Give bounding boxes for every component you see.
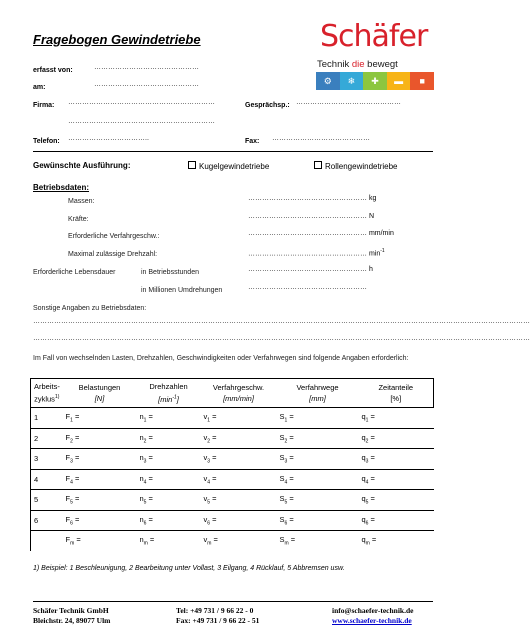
stunden-field[interactable]: …………………………………………… h bbox=[248, 266, 373, 273]
logo-wordmark: Schäfer bbox=[320, 19, 428, 54]
am-field[interactable]: ……………………………………… bbox=[94, 81, 199, 88]
checkbox-rollen[interactable] bbox=[314, 161, 322, 169]
option-kugel[interactable]: Kugelgewindetriebe bbox=[188, 161, 269, 171]
footer-online bbox=[332, 606, 413, 626]
umdrehungen-label: in Millionen Umdrehungen bbox=[141, 287, 223, 294]
col-drehzahlen: Drehzahlen $[\min^{-1}]$ bbox=[137, 379, 201, 408]
erfasst-field[interactable]: ……………………………………… bbox=[94, 64, 199, 71]
gespraech-field[interactable]: ……………………………………… bbox=[296, 99, 401, 106]
firma-field-2[interactable]: ……………………………………………………… bbox=[68, 118, 215, 125]
table-row bbox=[31, 449, 434, 470]
col-zeitanteile: Zeitanteile [%] bbox=[359, 379, 434, 408]
stunden-label: in Betriebsstunden bbox=[141, 269, 199, 276]
row-number: 6 bbox=[31, 510, 63, 531]
row-cell[interactable]: $n_4$ = bbox=[137, 469, 201, 490]
row-cell[interactable]: $F_6$ = bbox=[63, 510, 137, 531]
row-cell[interactable]: $S_3$ = bbox=[277, 449, 359, 470]
row-cell[interactable]: $F_m$ = bbox=[63, 531, 137, 551]
am-label: am: bbox=[33, 84, 46, 91]
firma-label: Firma: bbox=[33, 102, 55, 109]
firma-field[interactable]: ……………………………………………………… bbox=[68, 99, 215, 106]
table-row bbox=[31, 531, 434, 551]
checkbox-kugel[interactable] bbox=[188, 161, 196, 169]
footer-divider bbox=[33, 601, 433, 602]
sonstige-label: Sonstige Angaben zu Betriebsdaten: bbox=[33, 305, 147, 312]
table-intro: Im Fall von wechselnden Lasten, Drehzahlen, Geschwindigkeiten oder Verfahrwegen sind folgende Angaben erforderlich: bbox=[33, 355, 409, 362]
row-cell[interactable]: $n_2$ = bbox=[137, 428, 201, 449]
col-belastungen: Belastungen [N] bbox=[63, 379, 137, 408]
row-cell[interactable]: $S_2$ = bbox=[277, 428, 359, 449]
row-number: 3 bbox=[31, 449, 63, 470]
row-cell[interactable]: $v_2$ = bbox=[201, 428, 277, 449]
col-verfahrwege: Verfahrwege [mm] bbox=[277, 379, 359, 408]
massen-label: Massen: bbox=[68, 198, 95, 205]
gear-icon: ⚙ bbox=[316, 72, 340, 90]
row-cell[interactable]: $n_5$ = bbox=[137, 490, 201, 511]
table-row bbox=[31, 510, 434, 531]
umdrehungen-field[interactable]: …………………………………………… bbox=[248, 284, 367, 291]
verfahrgeschw-label: Erforderliche Verfahrgeschw.: bbox=[68, 233, 160, 240]
snowflake-icon: ❄ bbox=[340, 72, 364, 90]
massen-field[interactable]: …………………………………………… kg bbox=[248, 195, 377, 202]
row-cell[interactable]: $F_4$ = bbox=[63, 469, 137, 490]
row-cell[interactable]: $q_m$ = bbox=[359, 531, 434, 551]
row-cell[interactable]: $S_6$ = bbox=[277, 510, 359, 531]
telefon-label: Telefon: bbox=[33, 138, 60, 145]
row-cell[interactable]: $v_3$ = bbox=[201, 449, 277, 470]
row-number: 5 bbox=[31, 490, 63, 511]
kraefte-field[interactable]: …………………………………………… N bbox=[248, 213, 375, 220]
footer-contact: Tel: +49 731 / 9 66 22 - 0 Fax: +49 731 / 9 66 22 - 51 bbox=[176, 606, 260, 625]
gespraech-label: Gesprächsp.: bbox=[245, 102, 290, 109]
table-row bbox=[31, 408, 434, 429]
row-cell[interactable]: $F_5$ = bbox=[63, 490, 137, 511]
drehzahl-field[interactable]: …………………………………………… $\min^{-1}$ bbox=[248, 248, 385, 258]
row-cell[interactable]: $v_6$ = bbox=[201, 510, 277, 531]
row-cell[interactable]: $v_1$ = bbox=[201, 408, 277, 429]
company-logo bbox=[316, 19, 434, 101]
row-cell[interactable]: $F_1$ = bbox=[63, 408, 137, 429]
row-cell[interactable]: $F_2$ = bbox=[63, 428, 137, 449]
row-cell[interactable]: $q_2$ = bbox=[359, 428, 434, 449]
row-cell[interactable]: $q_4$ = bbox=[359, 469, 434, 490]
cycle-table bbox=[30, 378, 434, 551]
page-title: Fragebogen Gewindetriebe bbox=[33, 32, 201, 47]
verfahrgeschw-field[interactable]: …………………………………………… mm/min bbox=[248, 230, 394, 237]
footer-email[interactable]: info@schaefer-technik.de bbox=[332, 606, 414, 615]
col-zyklus: Arbeits- zyklus$^{1)}$ bbox=[31, 379, 63, 408]
row-cell[interactable]: $n_3$ = bbox=[137, 449, 201, 470]
row-cell[interactable]: $q_3$ = bbox=[359, 449, 434, 470]
telefon-field[interactable]: …………………………….. bbox=[68, 135, 149, 142]
row-cell[interactable]: $S_1$ = bbox=[277, 408, 359, 429]
row-cell[interactable]: $S_4$ = bbox=[277, 469, 359, 490]
erfasst-label: erfasst von: bbox=[33, 67, 73, 74]
table-row bbox=[31, 428, 434, 449]
row-cell[interactable]: $v_m$ = bbox=[201, 531, 277, 551]
row-cell[interactable]: $q_5$ = bbox=[359, 490, 434, 511]
betrieb-heading: Betriebsdaten: bbox=[33, 183, 90, 192]
row-cell[interactable]: $q_1$ = bbox=[359, 408, 434, 429]
ausfuehrung-label: Gewünschte Ausführung: bbox=[33, 161, 131, 170]
logo-color-bar bbox=[316, 72, 434, 90]
row-cell[interactable]: $S_m$ = bbox=[277, 531, 359, 551]
footnote: 1) Beispiel: 1 Beschleunigung, 2 Bearbeitung unter Vollast, 3 Eilgang, 4 Rücklauf, 5 Abbremsen usw. bbox=[33, 565, 345, 572]
row-cell[interactable]: $v_4$ = bbox=[201, 469, 277, 490]
row-cell[interactable]: $v_5$ = bbox=[201, 490, 277, 511]
row-number: 2 bbox=[31, 428, 63, 449]
table-row bbox=[31, 469, 434, 490]
sonstige-field-2[interactable]: …………………………………………………………………………………………………………………………………………………………………………………………… bbox=[33, 335, 530, 342]
kraefte-label: Kräfte: bbox=[68, 216, 89, 223]
row-cell[interactable]: $S_5$ = bbox=[277, 490, 359, 511]
drehzahl-label: Maximal zulässige Drehzahl: bbox=[68, 251, 158, 258]
fax-label: Fax: bbox=[245, 138, 260, 145]
cross-icon: ✚ bbox=[363, 72, 387, 90]
col-verfahrgeschw: Verfahrgeschw. [mm/min] bbox=[201, 379, 277, 408]
car-icon: ▬ bbox=[387, 72, 411, 90]
sonstige-field-1[interactable]: …………………………………………………………………………………………………………………………………………………………………………………………… bbox=[33, 318, 530, 325]
row-cell[interactable]: $F_3$ = bbox=[63, 449, 137, 470]
row-cell[interactable]: $n_m$ = bbox=[137, 531, 201, 551]
logo-tagline: Technik die bewegt bbox=[317, 59, 398, 70]
row-number: 1 bbox=[31, 408, 63, 429]
table-row bbox=[31, 490, 434, 511]
row-number: 4 bbox=[31, 469, 63, 490]
row-number bbox=[31, 531, 63, 551]
machine-icon: ■ bbox=[410, 72, 434, 90]
row-cell[interactable]: $n_1$ = bbox=[137, 408, 201, 429]
footer-web-link[interactable]: www.schaefer-technik.de bbox=[332, 616, 412, 625]
row-cell[interactable]: $q_6$ = bbox=[359, 510, 434, 531]
fax-field[interactable]: …………………………………… bbox=[272, 135, 370, 142]
table-header-row bbox=[31, 379, 434, 408]
row-cell[interactable]: $n_6$ = bbox=[137, 510, 201, 531]
option-rollen[interactable]: Rollengewindetriebe bbox=[314, 161, 398, 171]
divider bbox=[33, 151, 433, 152]
lebensdauer-label: Erforderliche Lebensdauer bbox=[33, 269, 116, 276]
footer-company: Schäfer Technik GmbH Bleichstr. 24, 89077 Ulm bbox=[33, 606, 111, 625]
